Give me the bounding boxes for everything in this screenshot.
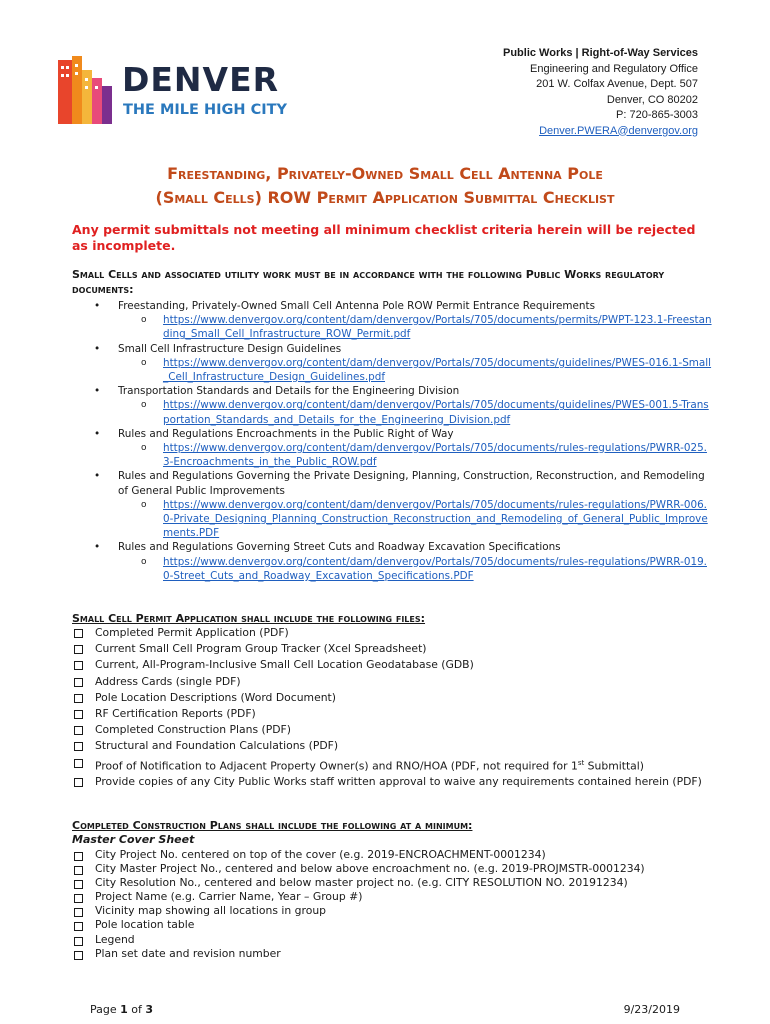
document-date: 9/23/2019 xyxy=(623,1003,680,1016)
regulatory-documents-heading: Small Cells and associated utility work must be in accordance with the following Public Works regulatory documents: xyxy=(72,268,665,296)
required-file-item: Pole Location Descriptions (Word Document) xyxy=(72,690,712,706)
regulatory-document-link[interactable]: https://www.denvergov.org/content/dam/denvergov/Portals/705/documents/rules-regulations/PWRR-006.0-Private_Designing_Planning_Construction_Reconstruction_and_Remodeling_of_General_Public_Improvements.PDF xyxy=(163,498,708,540)
required-file-item: Structural and Foundation Calculations (PDF) xyxy=(72,738,712,754)
required-file-item: Address Cards (single PDF) xyxy=(72,674,712,690)
rejection-warning: Any permit submittals not meeting all minimum checklist criteria herein will be rejected as incomplete. xyxy=(72,222,696,253)
regulatory-document-name: • Freestanding, Privately-Owned Small Cell Antenna Pole ROW Permit Entrance Requirements xyxy=(118,300,595,312)
cover-sheet-item: City Resolution No., centered and below master project no. (e.g. CITY RESOLUTION NO. 20191234) xyxy=(72,876,712,890)
regulatory-document-link-row xyxy=(118,313,712,341)
regulatory-document-item xyxy=(72,342,712,385)
cover-sheet-item: City Project No. centered on top of the cover (e.g. 2019-ENCROACHMENT-0001234) xyxy=(72,848,712,862)
required-files-heading: Small Cell Permit Application shall include the following files: xyxy=(72,612,426,625)
cover-sheet-item: Legend xyxy=(72,933,712,947)
address-line-2: Denver, CO 80202 xyxy=(606,93,698,106)
regulatory-document-item xyxy=(72,299,712,342)
regulatory-document-name: • Transportation Standards and Details for the Engineering Division xyxy=(118,385,460,398)
required-file-item: RF Certification Reports (PDF) xyxy=(72,706,712,722)
regulatory-document-item xyxy=(72,540,712,583)
regulatory-document-item xyxy=(72,427,712,470)
construction-plans-heading: Completed Construction Plans shall include the following at a minimum: xyxy=(72,819,473,832)
page-current: 1 xyxy=(120,1003,128,1016)
regulatory-document-link-row xyxy=(118,398,712,426)
page-word: Page xyxy=(90,1003,117,1016)
document-title xyxy=(0,162,770,210)
regulatory-document-link[interactable]: https://www.denvergov.org/content/dam/denvergov/Portals/705/documents/guidelines/PWES-016.1-Small_Cell_Infrastructure_Design_Guidelines.pdf xyxy=(163,356,712,384)
logo-wordmark: DENVER xyxy=(122,60,280,99)
phone-number: P: 720-865-3003 xyxy=(616,109,698,121)
cover-sheet-item: City Master Project No., centered and below above encroachment no. (e.g. 2019-PROJMSTR-0001234) xyxy=(72,862,712,876)
logo-tagline: THE MILE HIGH CITY xyxy=(123,102,288,118)
cover-sheet-item: Pole location table xyxy=(72,918,712,932)
of-word: of xyxy=(131,1003,142,1016)
contact-block xyxy=(503,46,698,139)
denver-logo xyxy=(56,56,296,128)
required-file-item: Current Small Cell Program Group Tracker (Xcel Spreadsheet) xyxy=(72,641,712,657)
master-cover-sheet-checklist xyxy=(72,848,712,961)
address-line-1: 201 W. Colfax Avenue, Dept. 507 xyxy=(536,78,698,90)
regulatory-document-link[interactable]: https://www.denvergov.org/content/dam/denvergov/Portals/705/documents/guidelines/PWES-001.5-Transportation_Standards_and_Details_for_the_Engineering_Division.pdf xyxy=(163,399,709,426)
denver-skyline-icon xyxy=(56,56,116,128)
title-line-2: (Small Cells) ROW Permit Application Submittal Checklist xyxy=(155,188,615,207)
required-file-item: Current, All-Program-Inclusive Small Cell Location Geodatabase (GDB) xyxy=(72,657,712,673)
page-number xyxy=(90,1003,153,1016)
regulatory-document-link-row xyxy=(118,441,712,469)
regulatory-document-link-row xyxy=(118,555,712,583)
regulatory-document-link[interactable]: https://www.denvergov.org/content/dam/denvergov/Portals/705/documents/rules-regulations/PWRR-025.3-Encroachments_in_the_Public_ROW.pdf xyxy=(163,442,707,469)
cover-sheet-item: Vicinity map showing all locations in group xyxy=(72,904,712,918)
required-file-item: Provide copies of any City Public Works staff written approval to waive any requirements contained herein (PDF) xyxy=(72,774,712,790)
regulatory-document-name: • Small Cell Infrastructure Design Guidelines xyxy=(118,342,342,355)
required-files-checklist xyxy=(72,625,712,791)
required-file-item: Completed Construction Plans (PDF) xyxy=(72,722,712,738)
regulatory-document-link[interactable]: https://www.denvergov.org/content/dam/denvergov/Portals/705/documents/rules-regulations/PWRR-019.0-Street_Cuts_and_Roadway_Excavation_Specifications.PDF xyxy=(163,555,707,582)
master-cover-sheet-heading: Master Cover Sheet xyxy=(72,833,195,846)
page-total: 3 xyxy=(145,1003,154,1016)
regulatory-document-link[interactable]: https://www.denvergov.org/content/dam/denvergov/Portals/705/documents/permits/PWPT-123.1-Freestanding_Small_Cell_Infrastructure_ROW_Permit.pdf xyxy=(163,314,712,341)
regulatory-document-item xyxy=(72,384,712,427)
required-file-item: Proof of Notification to Adjacent Property Owner(s) and RNO/HOA (PDF, not required for 1st Submittal) xyxy=(72,755,712,775)
email-link[interactable]: Denver.PWERA@denvergov.org xyxy=(539,124,698,137)
department-name: Public Works | Right-of-Way Services xyxy=(502,47,698,59)
regulatory-document-link-row xyxy=(118,356,712,384)
regulatory-document-name: • Rules and Regulations Governing the Private Designing, Planning, Construction, Reconstruction, and Remodeling of General Public Improvements xyxy=(118,470,705,497)
title-line-1: Freestanding, Privately-Owned Small Cell Antenna Pole xyxy=(167,164,603,183)
cover-sheet-item: Project Name (e.g. Carrier Name, Year – Group #) xyxy=(72,890,712,904)
cover-sheet-item: Plan set date and revision number xyxy=(72,947,712,961)
regulatory-document-link-row xyxy=(118,498,712,541)
required-file-item: Completed Permit Application (PDF) xyxy=(72,625,712,641)
regulatory-document-name: • Rules and Regulations Governing Street Cuts and Roadway Excavation Specifications xyxy=(118,541,561,554)
regulatory-documents-list xyxy=(72,299,712,583)
office-name: Engineering and Regulatory Office xyxy=(530,62,698,75)
regulatory-document-item xyxy=(72,469,712,540)
regulatory-document-name: • Rules and Regulations Encroachments in the Public Right of Way xyxy=(118,427,454,440)
